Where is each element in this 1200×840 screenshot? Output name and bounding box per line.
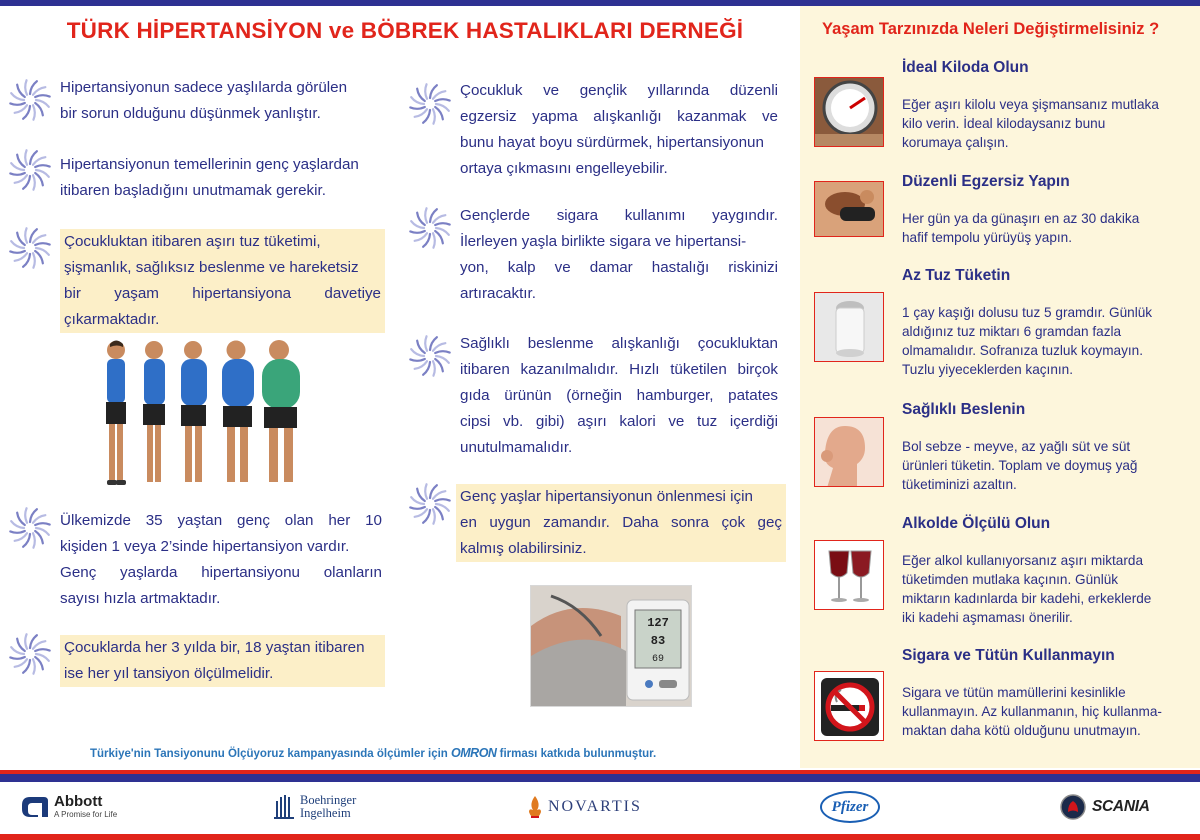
- omron-logo: OMRON: [451, 746, 497, 760]
- boehringer-name: Boehringer: [300, 793, 357, 807]
- novartis-logo: [528, 790, 642, 824]
- text-line: Her gün ya da günaşırı en az 30 dakika: [902, 211, 1140, 226]
- text-line: sayısı hızla artmaktadır.: [60, 590, 221, 607]
- text-line: çıkarmaktadır.: [64, 311, 160, 328]
- text-line: iki kadehi aşmaması önerilir.: [902, 610, 1073, 625]
- tip-text: [902, 209, 1184, 247]
- text-line: ürünleri tüketin. Toplam ve doymuş yağ: [902, 458, 1138, 473]
- abbott-name: Abbott: [54, 793, 103, 810]
- page-title: TÜRK HİPERTANSİYON ve BÖBREK HASTALIKLARI DERNEĞİ: [66, 18, 744, 43]
- boehringer-logo: [274, 790, 356, 824]
- novartis-flame-icon: [528, 794, 542, 820]
- pfizer-logo: [820, 790, 880, 824]
- text-line: bir yaşam hipertansiyona davetiye: [64, 285, 381, 302]
- text-line: artıracaktır.: [460, 285, 536, 302]
- tip-text: [902, 303, 1184, 379]
- burst-icon: [8, 78, 52, 122]
- credit-text: Türkiye'nin Tansiyonunu Ölçüyoruz kampanyasında ölçümler için: [90, 748, 448, 760]
- text-line: cipsi vb. gibi) aşırı kalori ve tuz içerdiği: [460, 413, 778, 430]
- burst-icon: [8, 226, 52, 270]
- text-line: Genç yaşlarda hipertansiyonu olanların: [60, 564, 382, 581]
- text-line: Hipertansiyonun sadece yaşlılarda görülen: [60, 79, 348, 96]
- text-line: Sigara ve tütün mamüllerini kesinlikle: [902, 685, 1126, 700]
- text-line: 1 çay kaşığı dolusu tuz 5 gramdır. Günlük: [902, 305, 1153, 320]
- text-line: kilo verin. İdeal kilodaysanız bunu: [902, 116, 1106, 131]
- text-line: tüketiminizi azaltın.: [902, 477, 1017, 492]
- exercise-icon: [814, 181, 884, 237]
- boehringer-name: Ingelheim: [300, 806, 351, 820]
- text-line: yon, kalp ve damar hastalığı riskinizi: [460, 259, 778, 276]
- text-line: kişiden 1 veya 2’sinde hipertansiyon vardır.: [60, 538, 350, 555]
- text-line: Genç yaşlar hipertansiyonun önlenmesi için: [460, 488, 753, 505]
- pulse-reading: 69: [651, 654, 665, 665]
- abbott-tagline: A Promise for Life: [54, 810, 118, 819]
- text-line: İlerleyen yaşla birlikte sigara ve hipertansi-: [460, 233, 747, 250]
- text-line: kullanmayın. Az kullanmanın, hiç kullanma-: [902, 704, 1162, 719]
- tip-text: [902, 437, 1184, 494]
- text-line: unutulmamalıdır.: [460, 439, 573, 456]
- text-line: olmamalıdır. Sofranıza tuzluk koymayın.: [902, 343, 1144, 358]
- text-line: Sağlıklı beslenme alışkanlığı çocukluktan: [460, 335, 778, 352]
- salt-shaker-icon: [814, 292, 884, 362]
- burst-icon: [408, 82, 452, 126]
- text-line: Eğer alkol kullanıyorsanız aşırı miktarda: [902, 553, 1144, 568]
- middle-paragraph: [460, 203, 778, 307]
- text-line: ise her yıl tansiyon ölçülmelidir.: [64, 665, 274, 682]
- burst-icon: [8, 148, 52, 192]
- tip-text: [902, 95, 1184, 152]
- diastolic-reading: 83: [650, 634, 666, 648]
- burst-icon: [8, 506, 52, 550]
- tip-heading: Az Tuz Tüketin: [902, 267, 1011, 284]
- text-line: bir sorun olduğunu düşünmek yanlıştır.: [60, 105, 321, 122]
- burst-icon: [8, 632, 52, 676]
- text-line: Tuzlu yiyeceklerden kaçının.: [902, 362, 1074, 377]
- no-smoking-icon: [814, 671, 884, 741]
- campaign-credit: [90, 746, 656, 760]
- footer-band: [0, 774, 1200, 782]
- pfizer-oval: [820, 791, 880, 823]
- tip-heading: Sağlıklı Beslenin: [902, 401, 1026, 418]
- text-line: gıda ürünün (örneğin hamburger, patates: [460, 387, 778, 404]
- abbott-logo: [22, 790, 117, 824]
- middle-paragraph: [460, 331, 778, 461]
- boehringer-mark-icon: [274, 793, 294, 821]
- text-line: en uygun zamandır. Daha sonra çok geç: [460, 514, 782, 531]
- abbott-mark-icon: [22, 793, 50, 821]
- systolic-reading: 127: [647, 616, 669, 630]
- text-line: maktan daha kötü olduğunu unutmayın.: [902, 723, 1141, 738]
- text-line: Bol sebze - meyve, az yağlı süt ve süt: [902, 439, 1131, 454]
- burst-icon: [408, 482, 452, 526]
- burst-icon: [408, 334, 452, 378]
- scania-name: SCANIA: [1092, 798, 1150, 815]
- tip-text: [902, 551, 1184, 627]
- text-line: hafif tempolu yürüyüş yapın.: [902, 230, 1073, 245]
- text-line: Hipertansiyonun temellerinin genç yaşlardan: [60, 156, 359, 173]
- pfizer-name: Pfizer: [831, 798, 869, 815]
- scania-logo: [1060, 790, 1150, 824]
- middle-paragraph-highlight: [456, 484, 786, 562]
- scale-icon: [814, 77, 884, 147]
- text-line: Çocuklarda her 3 yılda bir, 18 yaştan itibaren: [64, 639, 365, 656]
- text-line: itibaren kazanılmalıdır. Hızlı tüketilen birçok: [460, 361, 778, 378]
- blood-pressure-monitor-photo: [530, 585, 692, 707]
- tip-text: [902, 683, 1184, 740]
- left-paragraph: [60, 508, 382, 612]
- children-growth-illustration: [100, 338, 310, 498]
- text-line: tüketimden mutlaka kaçının. Günlük: [902, 572, 1119, 587]
- text-line: Eğer aşırı kilolu veya şişmansanız mutlaka: [902, 97, 1159, 112]
- text-line: bunu hayat boyu sürdürmek, hipertansiyonun: [460, 134, 764, 151]
- text-line: Gençlerde sigara kullanımı yaygındır.: [460, 207, 778, 224]
- tip-heading: Alkolde Ölçülü Olun: [902, 515, 1051, 532]
- text-line: aldığınız tuz miktarı 6 gramdan fazla: [902, 324, 1122, 339]
- text-line: egzersiz yapma alışkanlığı kazanmak ve: [460, 108, 778, 125]
- left-paragraph: [60, 75, 382, 127]
- text-line: Çocukluktan itibaren aşırı tuz tüketimi,: [64, 233, 321, 250]
- scania-griffin-icon: [1060, 794, 1086, 820]
- burst-icon: [408, 206, 452, 250]
- middle-paragraph: [460, 78, 778, 182]
- credit-text: firması katkıda bulunmuştur.: [499, 748, 657, 760]
- eating-icon: [814, 417, 884, 487]
- tip-heading: Düzenli Egzersiz Yapın: [902, 173, 1070, 190]
- tip-heading: İdeal Kiloda Olun: [902, 59, 1029, 76]
- text-line: Ülkemizde 35 yaştan genç olan her 10: [60, 512, 382, 529]
- text-line: itibaren başladığını unutmamak gerekir.: [60, 182, 326, 199]
- text-line: şişmanlık, sağlıksız beslenme ve hareketsiz: [64, 259, 359, 276]
- sidebar-title: Yaşam Tarzınızda Neleri Değiştirmelisiniz ?: [822, 20, 1160, 38]
- tip-heading: Sigara ve Tütün Kullanmayın: [902, 647, 1115, 664]
- wine-glasses-icon: [814, 540, 884, 610]
- footer-stripe: [0, 834, 1200, 840]
- text-line: kalmış olabilirsiniz.: [460, 540, 587, 557]
- text-line: Çocukluk ve gençlik yıllarında düzenli: [460, 82, 778, 99]
- novartis-name: NOVARTIS: [548, 798, 642, 815]
- text-line: ortaya çıkmasını engelleyebilir.: [460, 160, 668, 177]
- left-paragraph-highlight: [60, 635, 385, 687]
- left-paragraph: [60, 152, 382, 204]
- text-line: korumaya çalışın.: [902, 135, 1009, 150]
- text-line: miktarın kadınlarda bir kadehi, erkeklerde: [902, 591, 1152, 606]
- left-paragraph-highlight: [60, 229, 385, 333]
